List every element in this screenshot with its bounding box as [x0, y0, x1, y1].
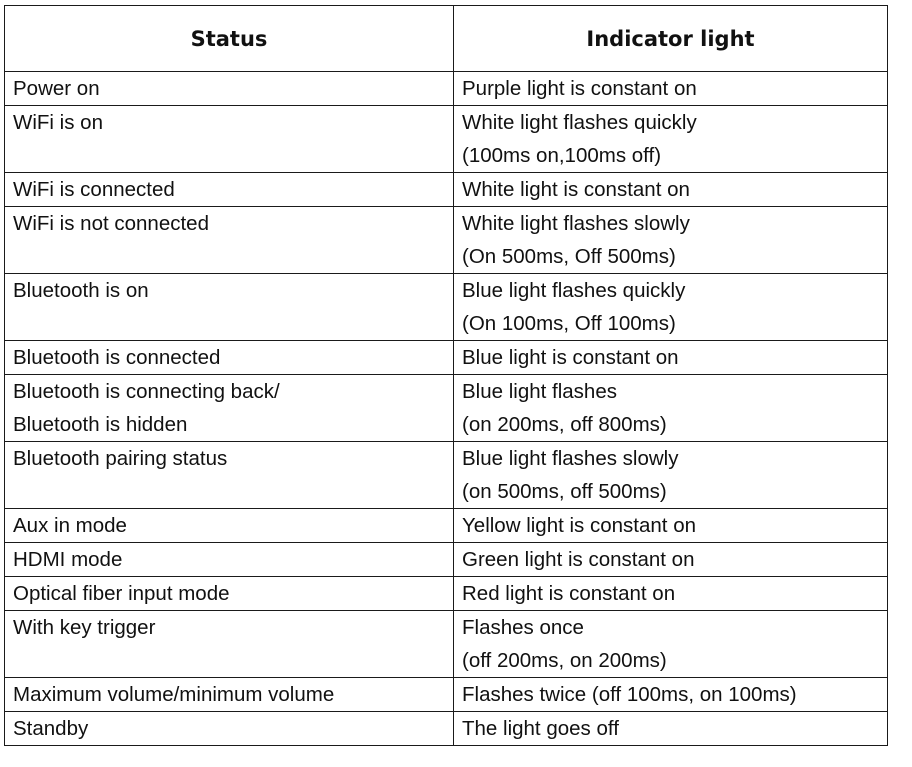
- table-row: [5, 442, 888, 509]
- indicator-cell: Blue light flashes slowly (on 500ms, off 500ms): [454, 442, 888, 509]
- indicator-cell: Blue light flashes (on 200ms, off 800ms): [454, 375, 888, 442]
- table-row: [5, 207, 888, 274]
- indicator-cell: Purple light is constant on: [454, 72, 888, 106]
- table-row: [5, 611, 888, 678]
- table-row: [5, 173, 888, 207]
- table-body: [5, 72, 888, 746]
- status-cell: WiFi is connected: [5, 173, 454, 207]
- indicator-cell: Green light is constant on: [454, 543, 888, 577]
- status-cell: Power on: [5, 72, 454, 106]
- table-row: [5, 509, 888, 543]
- table-row: [5, 341, 888, 375]
- status-cell: Standby: [5, 712, 454, 746]
- status-cell: Bluetooth is on: [5, 274, 454, 341]
- table-row: [5, 106, 888, 173]
- table-row: [5, 274, 888, 341]
- status-cell: With key trigger: [5, 611, 454, 678]
- indicator-cell: The light goes off: [454, 712, 888, 746]
- table-row: [5, 577, 888, 611]
- status-column-header: Status: [5, 6, 454, 72]
- indicator-cell: Red light is constant on: [454, 577, 888, 611]
- status-cell: Aux in mode: [5, 509, 454, 543]
- table-row: [5, 375, 888, 442]
- table-row: [5, 678, 888, 712]
- table-header-row: [5, 6, 888, 72]
- table-row: [5, 712, 888, 746]
- status-cell: WiFi is on: [5, 106, 454, 173]
- status-cell: Bluetooth pairing status: [5, 442, 454, 509]
- status-cell: WiFi is not connected: [5, 207, 454, 274]
- indicator-cell: White light flashes slowly (On 500ms, Off 500ms): [454, 207, 888, 274]
- status-cell: Bluetooth is connecting back/ Bluetooth is hidden: [5, 375, 454, 442]
- status-indicator-table: [4, 5, 888, 746]
- table-row: [5, 72, 888, 106]
- indicator-cell: White light is constant on: [454, 173, 888, 207]
- indicator-cell: Blue light is constant on: [454, 341, 888, 375]
- status-cell: Bluetooth is connected: [5, 341, 454, 375]
- status-cell: Maximum volume/minimum volume: [5, 678, 454, 712]
- indicator-cell: White light flashes quickly (100ms on,100ms off): [454, 106, 888, 173]
- status-cell: Optical fiber input mode: [5, 577, 454, 611]
- indicator-cell: Blue light flashes quickly (On 100ms, Off 100ms): [454, 274, 888, 341]
- indicator-cell: Flashes once (off 200ms, on 200ms): [454, 611, 888, 678]
- indicator-cell: Flashes twice (off 100ms, on 100ms): [454, 678, 888, 712]
- table-row: [5, 543, 888, 577]
- status-cell: HDMI mode: [5, 543, 454, 577]
- indicator-column-header: Indicator light: [454, 6, 888, 72]
- indicator-cell: Yellow light is constant on: [454, 509, 888, 543]
